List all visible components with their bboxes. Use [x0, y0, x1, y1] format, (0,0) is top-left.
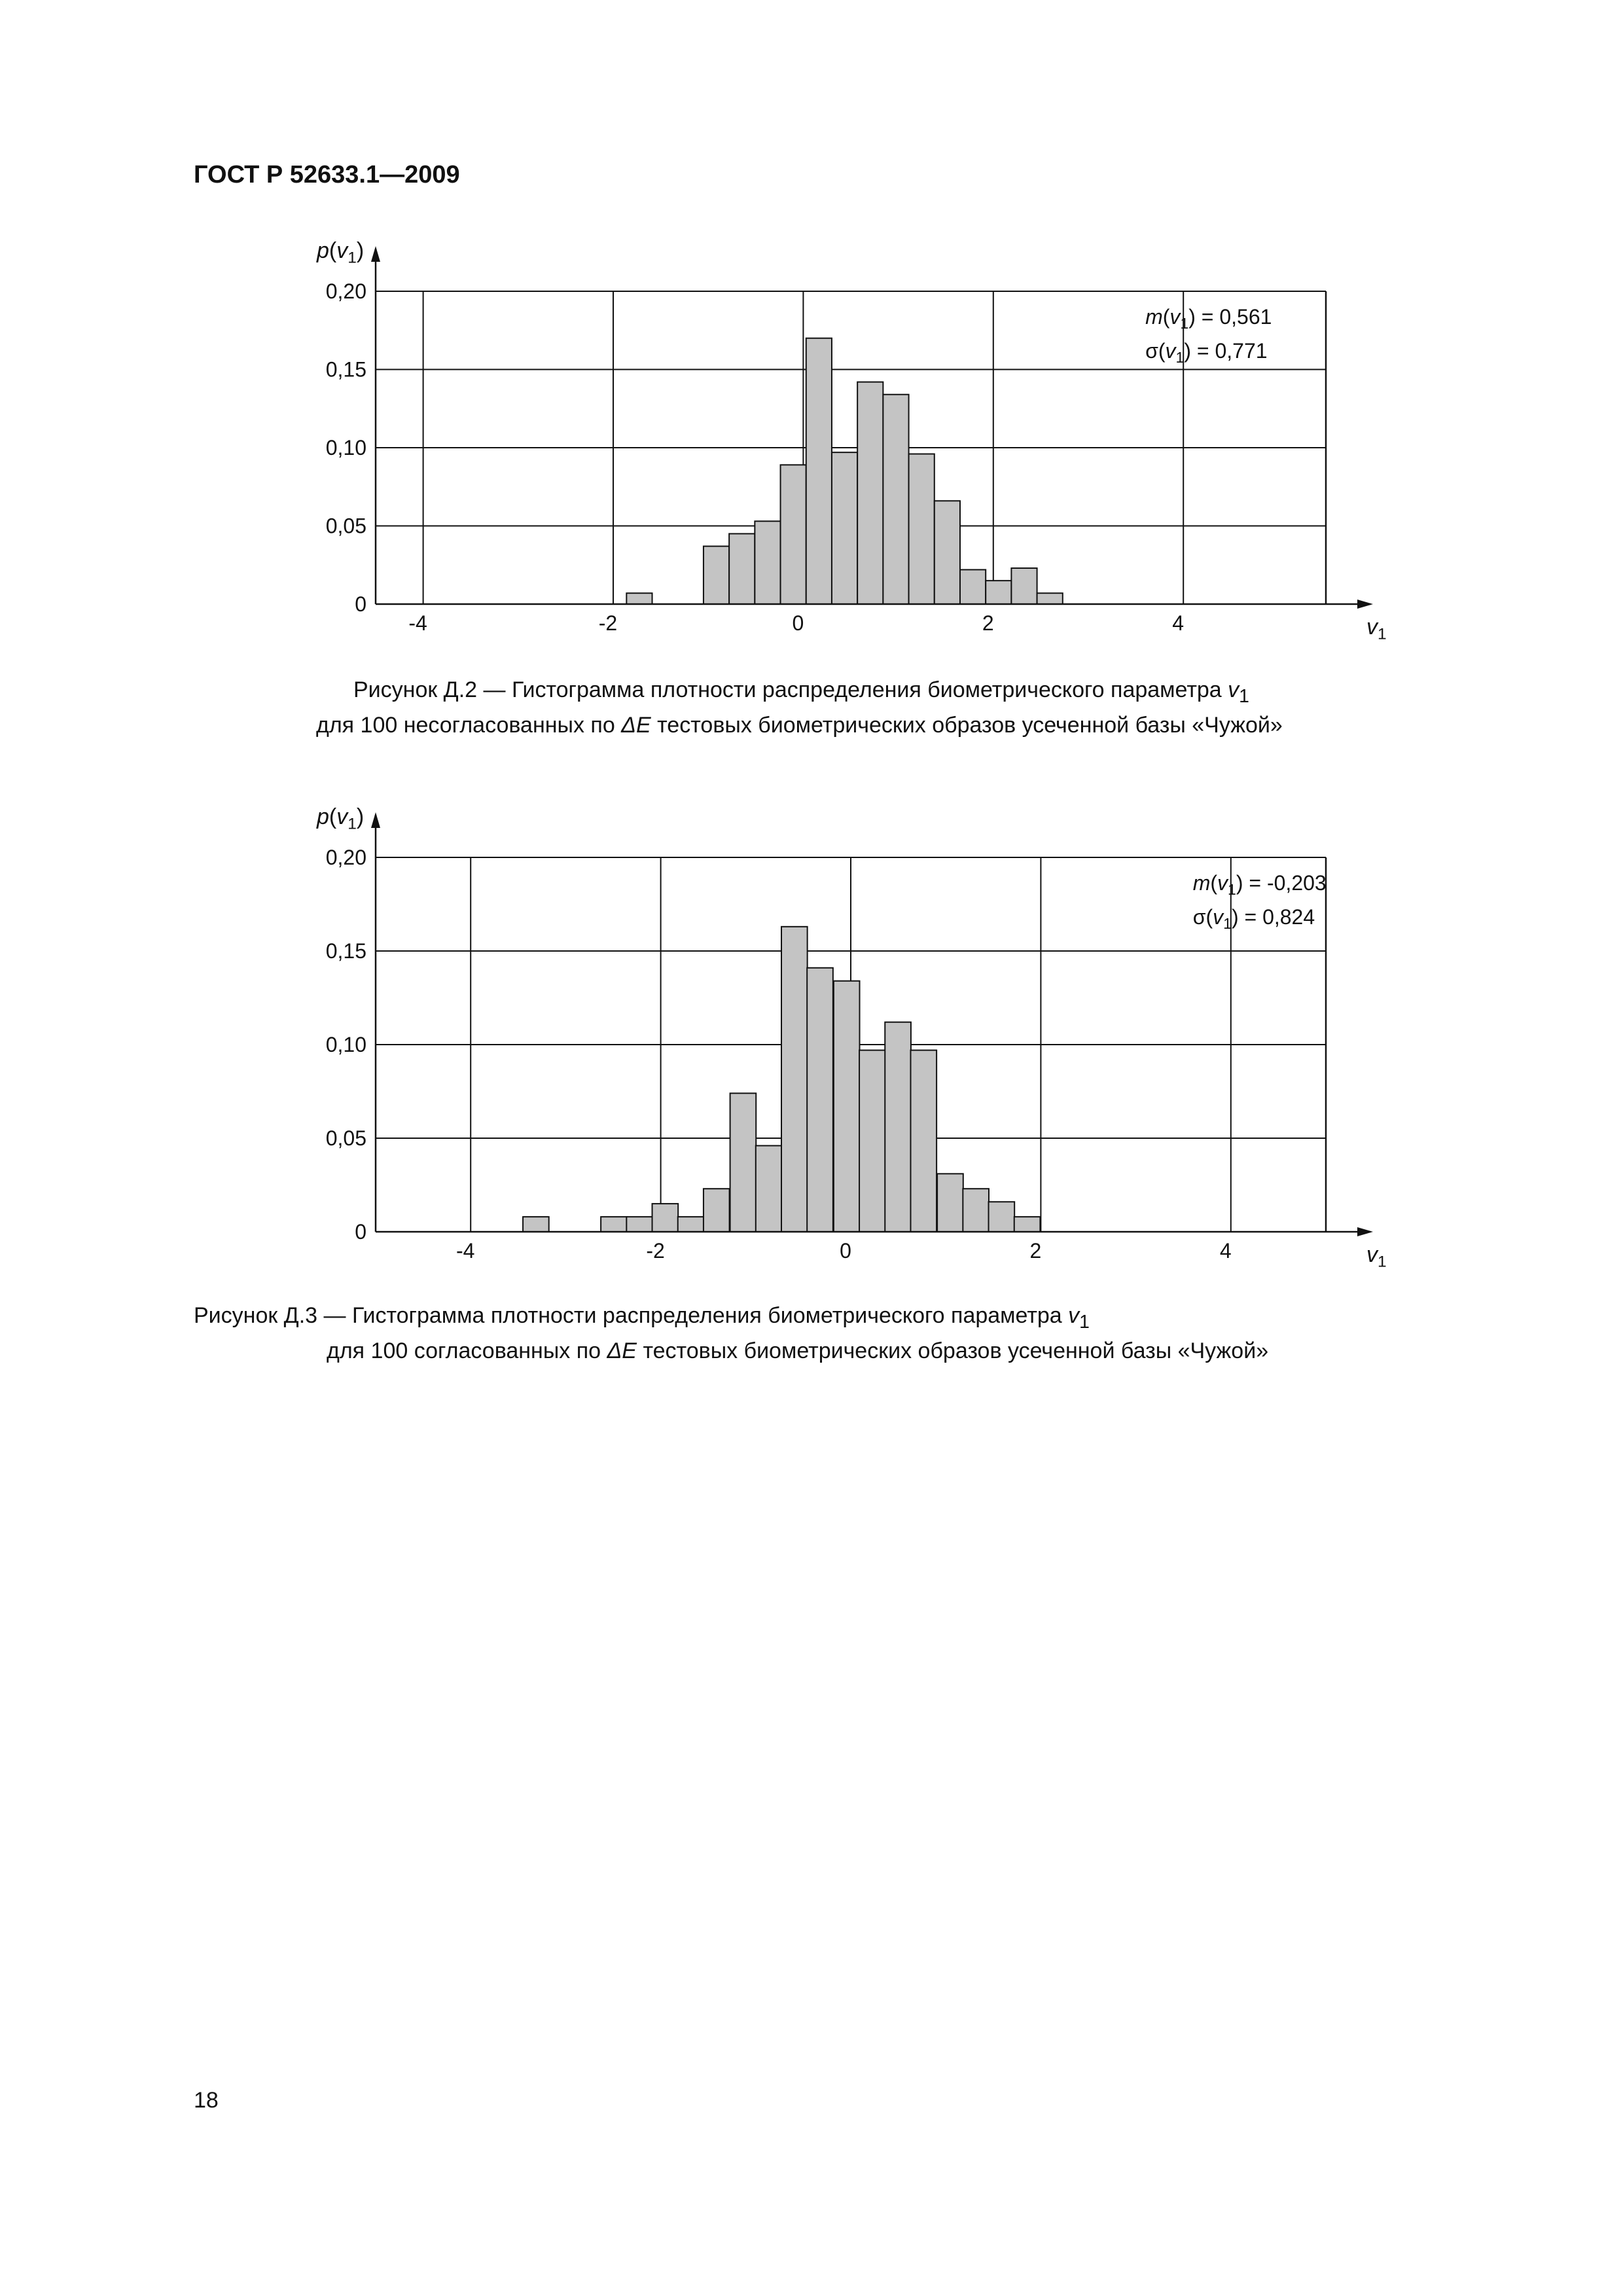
histogram-chart-d2	[0, 236, 1623, 668]
histogram-bar	[781, 927, 808, 1232]
histogram-bar	[523, 1217, 549, 1232]
x-axis-arrow	[1357, 600, 1373, 609]
histogram-bar	[883, 395, 908, 604]
histogram-bar	[910, 1050, 936, 1232]
histogram-bar	[986, 581, 1011, 604]
y-axis-arrow	[371, 812, 380, 828]
x-tick-label: -2	[646, 1239, 665, 1263]
histogram-bar	[937, 1174, 963, 1232]
x-tick-label: -4	[408, 611, 427, 635]
x-tick-label: -2	[598, 611, 618, 635]
histogram-bar	[806, 338, 832, 604]
histogram-bar	[781, 465, 806, 604]
figure-d2-caption	[316, 675, 1283, 740]
y-tick-label: 0,10	[325, 436, 366, 459]
caption-variable: v	[1068, 1303, 1080, 1328]
caption-text: Рисунок Д.3 — Гистограмма плотности распределения биометрического параметра	[194, 1303, 1069, 1328]
y-tick-label: 0	[355, 592, 366, 616]
stat-annotation: $m(v_1) = 0,561$	[1145, 305, 1272, 332]
histogram-bar	[807, 968, 833, 1232]
caption-text: Рисунок Д.2 — Гистограмма плотности распределения биометрического параметра	[353, 677, 1228, 702]
x-tick-label: 2	[1029, 1239, 1042, 1263]
caption-text: для 100 несогласованных по	[316, 712, 622, 738]
histogram-bar	[704, 547, 729, 604]
caption-text: для 100 согласованных по	[327, 1338, 607, 1363]
page-number: 18	[194, 2088, 219, 2113]
histogram-bar	[885, 1022, 911, 1232]
stat-annotation: $\sigma(v_1) = 0,771$	[1145, 339, 1268, 367]
x-tick-label: 4	[1219, 1239, 1232, 1263]
histogram-bar	[652, 1204, 679, 1232]
y-axis-label: $p(v_1)$	[317, 805, 365, 833]
caption-text: тестовых биометрических образов усеченной базы «Чужой»	[637, 1338, 1269, 1363]
histogram-chart-d3	[0, 805, 1623, 1276]
y-tick-label: 0,20	[325, 279, 366, 303]
caption-variable-subscript: 1	[1079, 1311, 1090, 1333]
histogram-bar	[960, 569, 986, 604]
figure-d3-caption	[194, 1301, 1268, 1365]
caption-variable: v	[1228, 677, 1240, 702]
histogram-bar	[729, 533, 755, 604]
histogram-bar	[756, 1145, 782, 1232]
y-tick-label: 0,05	[325, 514, 366, 538]
x-axis-label: $v_1$	[1366, 1242, 1387, 1271]
histogram-bar	[704, 1189, 730, 1232]
y-tick-label: 0,20	[325, 846, 366, 869]
stat-annotation: $\sigma(v_1) = 0,824$	[1192, 905, 1315, 933]
histogram-bar	[935, 501, 960, 604]
histogram-bar	[1014, 1217, 1041, 1232]
histogram-bar	[909, 454, 935, 604]
histogram-bar	[857, 382, 883, 604]
y-axis-label: $p(v_1)$	[317, 238, 365, 267]
histogram-bar	[601, 1217, 627, 1232]
x-axis-arrow	[1357, 1227, 1373, 1236]
y-tick-label: 0,15	[325, 939, 366, 963]
x-tick-label: 0	[792, 611, 804, 635]
y-axis-arrow	[371, 246, 380, 262]
y-tick-label: 0	[355, 1220, 366, 1244]
histogram-bar	[859, 1050, 885, 1232]
caption-text: тестовых биометрических образов усеченной базы «Чужой»	[651, 712, 1283, 738]
histogram-bar	[834, 981, 860, 1232]
histogram-bar	[678, 1217, 704, 1232]
figure-d2	[0, 236, 1623, 668]
histogram-bar	[1011, 568, 1037, 604]
y-tick-label: 0,05	[325, 1126, 366, 1150]
stat-annotation: $m(v_1) = -0,203$	[1192, 871, 1327, 899]
document-header: ГОСТ Р 52633.1—2009	[194, 161, 460, 188]
x-axis-label: $v_1$	[1366, 615, 1387, 643]
histogram-bar	[626, 1217, 652, 1232]
caption-delta-e: ΔE	[621, 712, 651, 738]
histogram-bar	[755, 521, 780, 604]
figure-d3	[0, 805, 1623, 1276]
histogram-bar	[626, 593, 652, 604]
x-tick-label: 2	[982, 611, 994, 635]
caption-variable-subscript: 1	[1239, 685, 1249, 707]
x-tick-label: 4	[1172, 611, 1185, 635]
y-tick-label: 0,15	[325, 357, 366, 382]
y-tick-label: 0,10	[325, 1033, 366, 1056]
histogram-bar	[832, 452, 857, 604]
histogram-bar	[989, 1202, 1015, 1232]
histogram-bar	[730, 1093, 757, 1232]
histogram-bar	[1037, 593, 1063, 604]
x-tick-label: 0	[840, 1239, 851, 1263]
x-tick-label: -4	[455, 1239, 475, 1263]
histogram-bar	[963, 1189, 989, 1232]
caption-delta-e: ΔE	[607, 1338, 637, 1363]
